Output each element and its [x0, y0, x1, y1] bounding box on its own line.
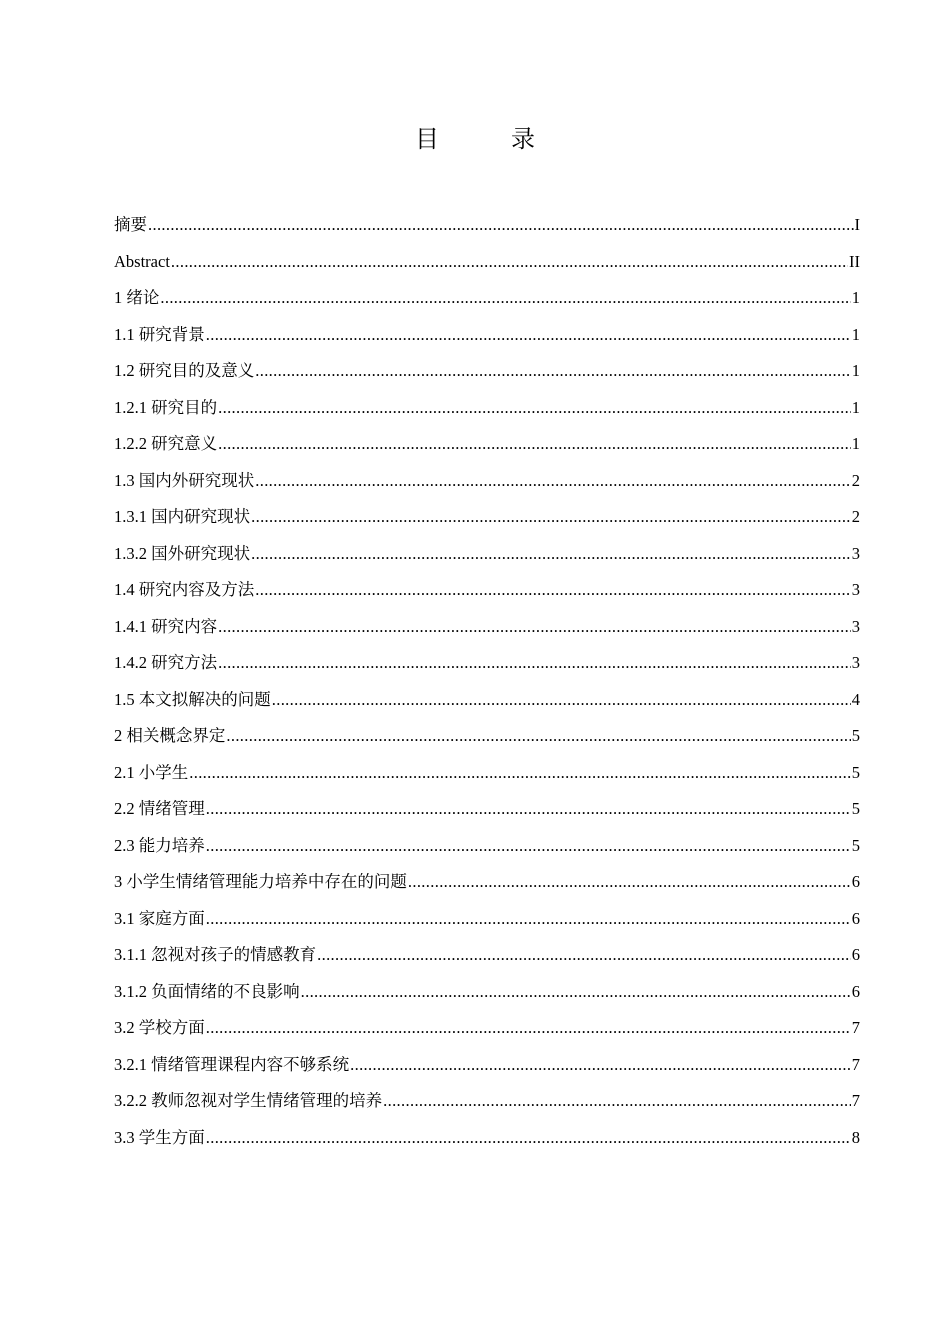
toc-entry-page: 2: [851, 507, 860, 526]
toc-entry-text: 3.2.2 教师忽视对学生情绪管理的培养: [114, 1091, 383, 1110]
toc-leader-dots: [317, 940, 851, 970]
toc-entry[interactable]: [114, 283, 860, 320]
toc-entry-text: 1.2.1 研究目的: [114, 397, 218, 417]
toc-leader-dots: [206, 1013, 851, 1043]
toc-entry-page: 1: [851, 288, 860, 307]
toc-leader-dots: [272, 685, 851, 715]
toc-entry-text: 2.3 能力培养: [114, 835, 205, 855]
toc-entry-text: 1 绪论: [114, 288, 160, 307]
toc-entry[interactable]: [114, 794, 860, 831]
toc-entry-text: 3.1.2 负面情绪的不良影响: [114, 981, 300, 1001]
toc-entry[interactable]: [114, 612, 860, 649]
toc-leader-dots: [218, 393, 851, 423]
toc-entry-text: Abstract: [114, 251, 170, 271]
toc-entry-page: 1: [851, 361, 860, 380]
toc-entry[interactable]: [114, 356, 860, 393]
toc-entry-page: 2: [851, 470, 860, 490]
toc-entry-page: 5: [851, 799, 860, 818]
toc-leader-dots: [206, 904, 851, 934]
toc-entry[interactable]: [114, 429, 860, 466]
toc-entry[interactable]: [114, 977, 860, 1014]
toc-entry-page: 6: [851, 872, 860, 891]
toc-entry-page: 5: [851, 726, 860, 745]
toc-leader-dots: [206, 1123, 851, 1153]
toc-entry-text: 1.5 本文拟解决的问题: [114, 689, 271, 709]
toc-entry[interactable]: [114, 393, 860, 430]
toc-entry[interactable]: [114, 940, 860, 977]
toc-leader-dots: [189, 758, 851, 788]
toc-entry-page: 3: [851, 580, 860, 599]
toc-entry-page: 5: [851, 835, 860, 855]
toc-entry-text: 1.4.2 研究方法: [114, 653, 218, 672]
toc-entry-text: 2.2 情绪管理: [114, 799, 205, 818]
toc-entry-page: 7: [851, 1091, 860, 1110]
toc-leader-dots: [226, 721, 850, 751]
toc-entry-page: 1: [851, 397, 860, 417]
toc-entry[interactable]: [114, 539, 860, 576]
toc-entry-page: 1: [851, 324, 860, 344]
toc-entry[interactable]: [114, 867, 860, 904]
toc-entry-text: 摘要: [114, 215, 147, 234]
toc-entry-text: 1.2 研究目的及意义: [114, 361, 255, 380]
toc-entry-page: 6: [851, 981, 860, 1001]
toc-entry[interactable]: [114, 575, 860, 612]
toc-entry-text: 3.3 学生方面: [114, 1127, 205, 1147]
toc-entry[interactable]: [114, 247, 860, 284]
toc-entry-page: 4: [851, 689, 860, 709]
toc-entry-text: 3 小学生情绪管理能力培养中存在的问题: [114, 872, 407, 891]
toc-entry-text: 1.3.2 国外研究现状: [114, 543, 251, 563]
toc-entry-text: 1.3 国内外研究现状: [114, 470, 255, 490]
toc-entry-text: 3.2.1 情绪管理课程内容不够系统: [114, 1054, 350, 1074]
toc-entry-text: 1.1 研究背景: [114, 324, 205, 344]
toc-entry-page: 5: [851, 762, 860, 782]
toc-leader-dots: [206, 831, 851, 861]
toc-entry[interactable]: [114, 1013, 860, 1050]
toc-leader-dots: [251, 502, 851, 532]
toc-entry-text: 1.4.1 研究内容: [114, 616, 218, 636]
toc-leader-dots: [206, 794, 851, 824]
toc-entry-page: 7: [851, 1054, 860, 1074]
toc-leader-dots: [255, 575, 851, 605]
toc-leader-dots: [383, 1086, 851, 1116]
toc-leader-dots: [255, 466, 851, 496]
toc-leader-dots: [218, 612, 851, 642]
table-of-contents: [114, 210, 860, 1159]
toc-entry-text: 1.4 研究内容及方法: [114, 580, 255, 599]
toc-title: 目 录: [415, 125, 559, 153]
toc-entry[interactable]: [114, 1086, 860, 1123]
toc-entry-page: II: [849, 251, 860, 271]
toc-entry-text: 1.2.2 研究意义: [114, 434, 218, 453]
toc-leader-dots: [160, 283, 850, 313]
toc-leader-dots: [218, 648, 851, 678]
toc-leader-dots: [301, 977, 851, 1007]
toc-leader-dots: [148, 210, 854, 240]
toc-entry[interactable]: [114, 320, 860, 357]
toc-entry-text: 2.1 小学生: [114, 762, 189, 782]
toc-leader-dots: [218, 429, 851, 459]
toc-entry-text: 2 相关概念界定: [114, 726, 226, 745]
toc-leader-dots: [251, 539, 851, 569]
toc-entry[interactable]: [114, 648, 860, 685]
toc-entry-page: 3: [851, 616, 860, 636]
toc-entry[interactable]: [114, 721, 860, 758]
toc-leader-dots: [350, 1050, 851, 1080]
toc-entry-page: 8: [851, 1127, 860, 1147]
toc-entry[interactable]: [114, 904, 860, 941]
toc-entry-page: 6: [851, 908, 860, 928]
toc-leader-dots: [206, 320, 851, 350]
toc-entry[interactable]: [114, 1123, 860, 1160]
toc-entry[interactable]: [114, 685, 860, 722]
toc-leader-dots: [171, 247, 848, 277]
toc-leader-dots: [255, 356, 851, 386]
toc-entry-page: 3: [851, 653, 860, 672]
toc-entry-text: 1.3.1 国内研究现状: [114, 507, 251, 526]
toc-entry-page: 7: [851, 1018, 860, 1037]
toc-entry[interactable]: [114, 466, 860, 503]
toc-entry-text: 3.1 家庭方面: [114, 908, 205, 928]
toc-entry-page: 1: [851, 434, 860, 453]
toc-entry[interactable]: [114, 210, 860, 247]
toc-entry[interactable]: [114, 1050, 860, 1087]
toc-entry-text: 3.2 学校方面: [114, 1018, 205, 1037]
toc-entry-page: I: [854, 215, 860, 234]
toc-entry-page: 6: [851, 945, 860, 964]
toc-leader-dots: [408, 867, 851, 897]
toc-entry-page: 3: [851, 543, 860, 563]
toc-entry-text: 3.1.1 忽视对孩子的情感教育: [114, 945, 317, 964]
toc-entry[interactable]: [114, 758, 860, 795]
toc-entry[interactable]: [114, 502, 860, 539]
toc-entry[interactable]: [114, 831, 860, 868]
